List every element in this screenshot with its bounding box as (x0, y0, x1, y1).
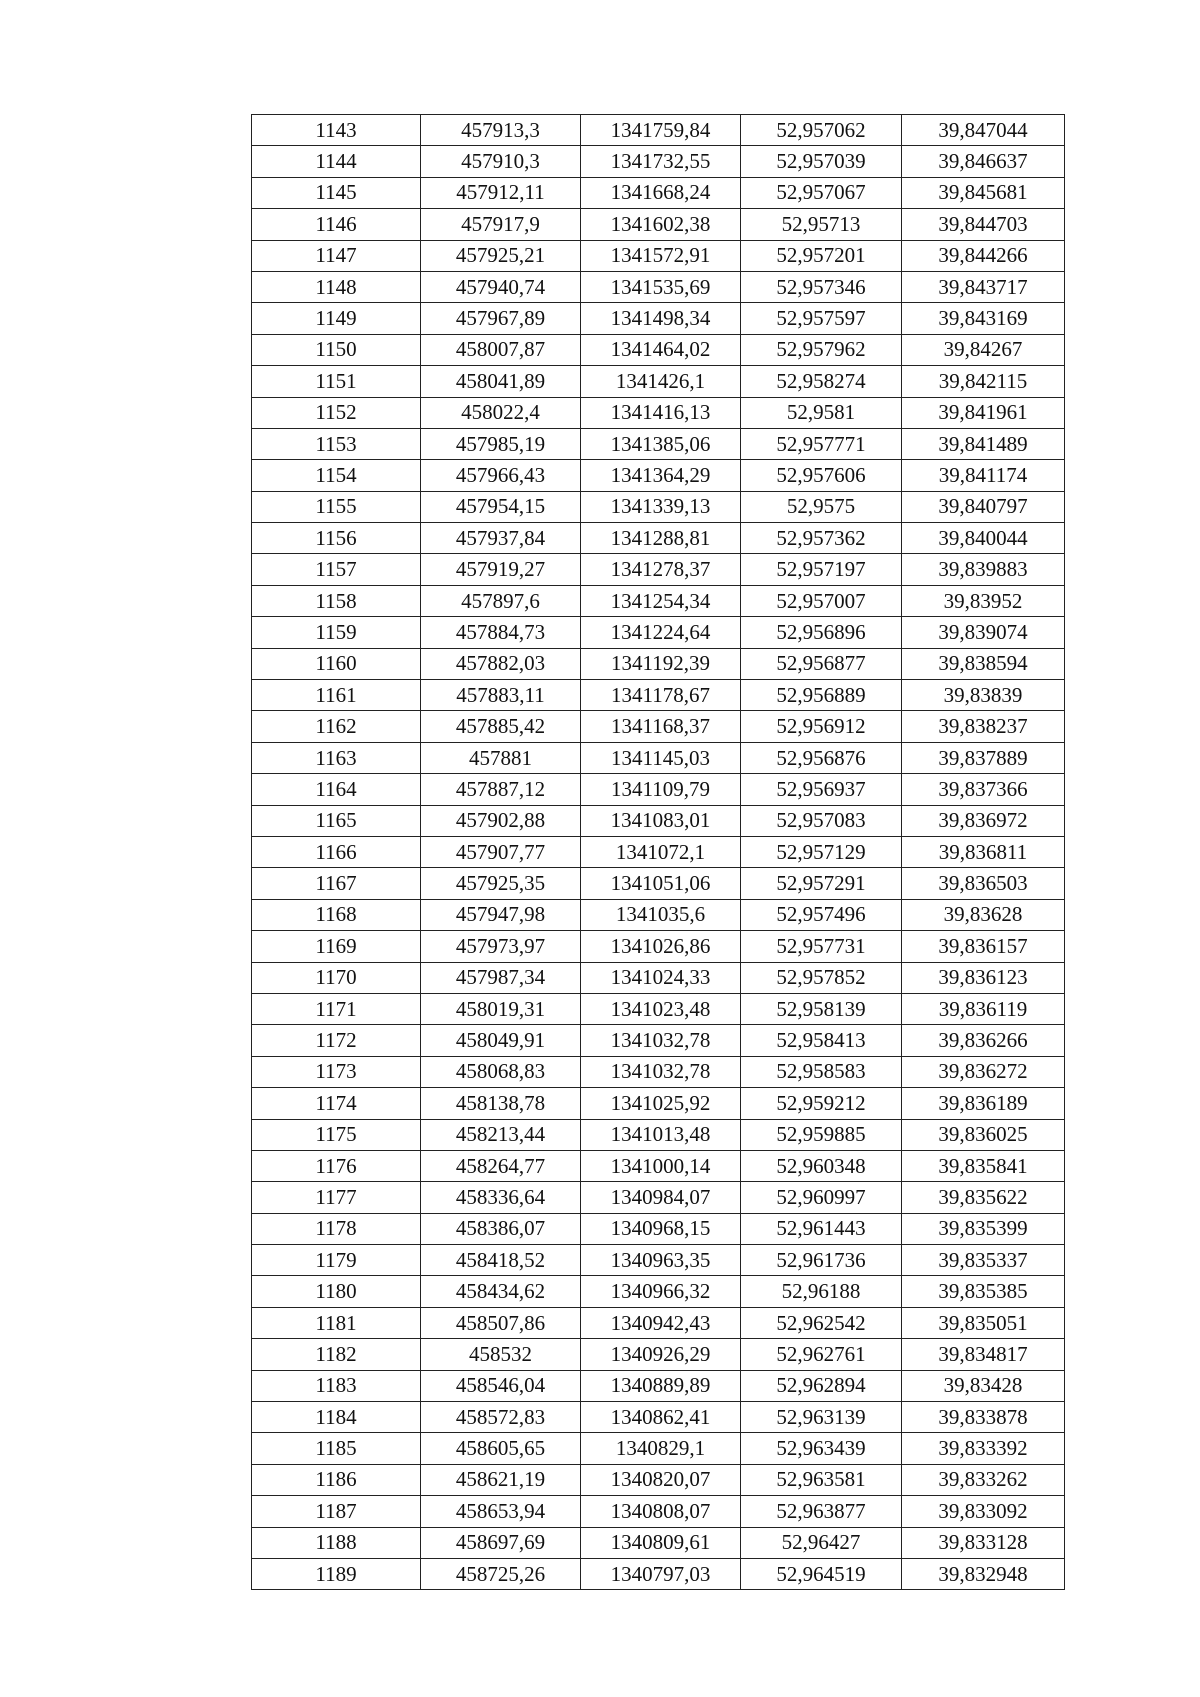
table-row (252, 1088, 1065, 1119)
latitude-cell: 52,95713 (741, 209, 902, 240)
latitude-cell: 52,957129 (741, 836, 902, 867)
table-row (252, 1339, 1065, 1370)
latitude-cell: 52,962542 (741, 1307, 902, 1338)
table-row (252, 617, 1065, 648)
longitude-cell: 39,83628 (902, 899, 1065, 930)
longitude-cell: 39,833128 (902, 1527, 1065, 1558)
point-number-cell: 1162 (252, 711, 421, 742)
point-number-cell: 1175 (252, 1119, 421, 1150)
x-coordinate-cell: 458049,91 (421, 1025, 581, 1056)
latitude-cell: 52,956937 (741, 774, 902, 805)
latitude-cell: 52,958274 (741, 366, 902, 397)
longitude-cell: 39,836189 (902, 1088, 1065, 1119)
x-coordinate-cell: 457881 (421, 742, 581, 773)
x-coordinate-cell: 458264,77 (421, 1150, 581, 1181)
latitude-cell: 52,956896 (741, 617, 902, 648)
x-coordinate-cell: 458697,69 (421, 1527, 581, 1558)
latitude-cell: 52,956876 (741, 742, 902, 773)
longitude-cell: 39,834817 (902, 1339, 1065, 1370)
x-coordinate-cell: 458041,89 (421, 366, 581, 397)
latitude-cell: 52,957062 (741, 115, 902, 146)
point-number-cell: 1180 (252, 1276, 421, 1307)
x-coordinate-cell: 457884,73 (421, 617, 581, 648)
y-coordinate-cell: 1340862,41 (581, 1402, 741, 1433)
point-number-cell: 1148 (252, 271, 421, 302)
table-row (252, 146, 1065, 177)
y-coordinate-cell: 1341026,86 (581, 931, 741, 962)
table-row (252, 836, 1065, 867)
x-coordinate-cell: 458386,07 (421, 1213, 581, 1244)
table-row (252, 680, 1065, 711)
latitude-cell: 52,96188 (741, 1276, 902, 1307)
y-coordinate-cell: 1341145,03 (581, 742, 741, 773)
table-row (252, 240, 1065, 271)
longitude-cell: 39,835399 (902, 1213, 1065, 1244)
longitude-cell: 39,833392 (902, 1433, 1065, 1464)
longitude-cell: 39,837889 (902, 742, 1065, 773)
longitude-cell: 39,841961 (902, 397, 1065, 428)
table-row (252, 1056, 1065, 1087)
x-coordinate-cell: 457925,21 (421, 240, 581, 271)
longitude-cell: 39,843717 (902, 271, 1065, 302)
table-row (252, 1245, 1065, 1276)
table-row (252, 397, 1065, 428)
y-coordinate-cell: 1341254,34 (581, 585, 741, 616)
table-row (252, 899, 1065, 930)
longitude-cell: 39,83839 (902, 680, 1065, 711)
table-row (252, 177, 1065, 208)
latitude-cell: 52,957291 (741, 868, 902, 899)
longitude-cell: 39,836503 (902, 868, 1065, 899)
y-coordinate-cell: 1341192,39 (581, 648, 741, 679)
table-row (252, 1402, 1065, 1433)
point-number-cell: 1174 (252, 1088, 421, 1119)
table-row (252, 1527, 1065, 1558)
table-row (252, 1150, 1065, 1181)
longitude-cell: 39,840797 (902, 491, 1065, 522)
latitude-cell: 52,9575 (741, 491, 902, 522)
point-number-cell: 1173 (252, 1056, 421, 1087)
longitude-cell: 39,833092 (902, 1496, 1065, 1527)
table-row (252, 491, 1065, 522)
point-number-cell: 1147 (252, 240, 421, 271)
latitude-cell: 52,957346 (741, 271, 902, 302)
latitude-cell: 52,96427 (741, 1527, 902, 1558)
latitude-cell: 52,961736 (741, 1245, 902, 1276)
table-row (252, 1213, 1065, 1244)
latitude-cell: 52,961443 (741, 1213, 902, 1244)
x-coordinate-cell: 457937,84 (421, 523, 581, 554)
y-coordinate-cell: 1341032,78 (581, 1056, 741, 1087)
coordinates-table-body (252, 115, 1065, 1590)
longitude-cell: 39,836272 (902, 1056, 1065, 1087)
latitude-cell: 52,957039 (741, 146, 902, 177)
point-number-cell: 1149 (252, 303, 421, 334)
longitude-cell: 39,836972 (902, 805, 1065, 836)
point-number-cell: 1172 (252, 1025, 421, 1056)
point-number-cell: 1156 (252, 523, 421, 554)
x-coordinate-cell: 457973,97 (421, 931, 581, 962)
point-number-cell: 1185 (252, 1433, 421, 1464)
latitude-cell: 52,957197 (741, 554, 902, 585)
x-coordinate-cell: 458546,04 (421, 1370, 581, 1401)
x-coordinate-cell: 458621,19 (421, 1464, 581, 1495)
y-coordinate-cell: 1341732,55 (581, 146, 741, 177)
point-number-cell: 1168 (252, 899, 421, 930)
point-number-cell: 1187 (252, 1496, 421, 1527)
table-row (252, 993, 1065, 1024)
longitude-cell: 39,841489 (902, 428, 1065, 459)
y-coordinate-cell: 1341013,48 (581, 1119, 741, 1150)
x-coordinate-cell: 458434,62 (421, 1276, 581, 1307)
y-coordinate-cell: 1341498,34 (581, 303, 741, 334)
latitude-cell: 52,957496 (741, 899, 902, 930)
y-coordinate-cell: 1341224,64 (581, 617, 741, 648)
longitude-cell: 39,835385 (902, 1276, 1065, 1307)
x-coordinate-cell: 458138,78 (421, 1088, 581, 1119)
point-number-cell: 1186 (252, 1464, 421, 1495)
y-coordinate-cell: 1340808,07 (581, 1496, 741, 1527)
point-number-cell: 1151 (252, 366, 421, 397)
longitude-cell: 39,847044 (902, 115, 1065, 146)
y-coordinate-cell: 1341364,29 (581, 460, 741, 491)
point-number-cell: 1182 (252, 1339, 421, 1370)
table-row (252, 648, 1065, 679)
point-number-cell: 1169 (252, 931, 421, 962)
table-row (252, 271, 1065, 302)
table-row (252, 1025, 1065, 1056)
y-coordinate-cell: 1341023,48 (581, 993, 741, 1024)
longitude-cell: 39,836119 (902, 993, 1065, 1024)
table-row (252, 868, 1065, 899)
y-coordinate-cell: 1341024,33 (581, 962, 741, 993)
longitude-cell: 39,837366 (902, 774, 1065, 805)
y-coordinate-cell: 1341072,1 (581, 836, 741, 867)
x-coordinate-cell: 457987,34 (421, 962, 581, 993)
latitude-cell: 52,960348 (741, 1150, 902, 1181)
y-coordinate-cell: 1340889,89 (581, 1370, 741, 1401)
point-number-cell: 1189 (252, 1558, 421, 1589)
point-number-cell: 1177 (252, 1182, 421, 1213)
longitude-cell: 39,844266 (902, 240, 1065, 271)
point-number-cell: 1155 (252, 491, 421, 522)
y-coordinate-cell: 1341109,79 (581, 774, 741, 805)
table-row (252, 1276, 1065, 1307)
point-number-cell: 1143 (252, 115, 421, 146)
point-number-cell: 1167 (252, 868, 421, 899)
y-coordinate-cell: 1341668,24 (581, 177, 741, 208)
latitude-cell: 52,959885 (741, 1119, 902, 1150)
x-coordinate-cell: 458336,64 (421, 1182, 581, 1213)
x-coordinate-cell: 457887,12 (421, 774, 581, 805)
latitude-cell: 52,957201 (741, 240, 902, 271)
latitude-cell: 52,956889 (741, 680, 902, 711)
point-number-cell: 1159 (252, 617, 421, 648)
x-coordinate-cell: 458068,83 (421, 1056, 581, 1087)
latitude-cell: 52,957597 (741, 303, 902, 334)
y-coordinate-cell: 1341288,81 (581, 523, 741, 554)
y-coordinate-cell: 1340942,43 (581, 1307, 741, 1338)
latitude-cell: 52,963439 (741, 1433, 902, 1464)
y-coordinate-cell: 1341426,1 (581, 366, 741, 397)
x-coordinate-cell: 457925,35 (421, 868, 581, 899)
longitude-cell: 39,83952 (902, 585, 1065, 616)
x-coordinate-cell: 457882,03 (421, 648, 581, 679)
latitude-cell: 52,957852 (741, 962, 902, 993)
y-coordinate-cell: 1341759,84 (581, 115, 741, 146)
point-number-cell: 1178 (252, 1213, 421, 1244)
y-coordinate-cell: 1341000,14 (581, 1150, 741, 1181)
longitude-cell: 39,840044 (902, 523, 1065, 554)
x-coordinate-cell: 458213,44 (421, 1119, 581, 1150)
longitude-cell: 39,836025 (902, 1119, 1065, 1150)
longitude-cell: 39,833878 (902, 1402, 1065, 1433)
latitude-cell: 52,957083 (741, 805, 902, 836)
table-row (252, 805, 1065, 836)
y-coordinate-cell: 1341416,13 (581, 397, 741, 428)
y-coordinate-cell: 1341032,78 (581, 1025, 741, 1056)
x-coordinate-cell: 457954,15 (421, 491, 581, 522)
point-number-cell: 1183 (252, 1370, 421, 1401)
table-row (252, 303, 1065, 334)
x-coordinate-cell: 457907,77 (421, 836, 581, 867)
longitude-cell: 39,84267 (902, 334, 1065, 365)
longitude-cell: 39,838237 (902, 711, 1065, 742)
point-number-cell: 1179 (252, 1245, 421, 1276)
longitude-cell: 39,836266 (902, 1025, 1065, 1056)
longitude-cell: 39,833262 (902, 1464, 1065, 1495)
table-row (252, 334, 1065, 365)
table-row (252, 585, 1065, 616)
point-number-cell: 1171 (252, 993, 421, 1024)
latitude-cell: 52,963581 (741, 1464, 902, 1495)
y-coordinate-cell: 1341535,69 (581, 271, 741, 302)
x-coordinate-cell: 458605,65 (421, 1433, 581, 1464)
table-row (252, 428, 1065, 459)
latitude-cell: 52,957606 (741, 460, 902, 491)
x-coordinate-cell: 457917,9 (421, 209, 581, 240)
table-row (252, 774, 1065, 805)
point-number-cell: 1188 (252, 1527, 421, 1558)
table-row (252, 1370, 1065, 1401)
point-number-cell: 1145 (252, 177, 421, 208)
table-row (252, 115, 1065, 146)
x-coordinate-cell: 457897,6 (421, 585, 581, 616)
table-row (252, 1119, 1065, 1150)
point-number-cell: 1181 (252, 1307, 421, 1338)
y-coordinate-cell: 1341178,67 (581, 680, 741, 711)
x-coordinate-cell: 458725,26 (421, 1558, 581, 1589)
y-coordinate-cell: 1340966,32 (581, 1276, 741, 1307)
longitude-cell: 39,843169 (902, 303, 1065, 334)
x-coordinate-cell: 458507,86 (421, 1307, 581, 1338)
table-row (252, 460, 1065, 491)
point-number-cell: 1153 (252, 428, 421, 459)
longitude-cell: 39,835051 (902, 1307, 1065, 1338)
longitude-cell: 39,844703 (902, 209, 1065, 240)
latitude-cell: 52,958413 (741, 1025, 902, 1056)
latitude-cell: 52,956877 (741, 648, 902, 679)
y-coordinate-cell: 1340963,35 (581, 1245, 741, 1276)
latitude-cell: 52,957007 (741, 585, 902, 616)
x-coordinate-cell: 457985,19 (421, 428, 581, 459)
point-number-cell: 1176 (252, 1150, 421, 1181)
longitude-cell: 39,835337 (902, 1245, 1065, 1276)
y-coordinate-cell: 1341168,37 (581, 711, 741, 742)
x-coordinate-cell: 457912,11 (421, 177, 581, 208)
x-coordinate-cell: 457967,89 (421, 303, 581, 334)
y-coordinate-cell: 1340829,1 (581, 1433, 741, 1464)
x-coordinate-cell: 457919,27 (421, 554, 581, 585)
longitude-cell: 39,836157 (902, 931, 1065, 962)
x-coordinate-cell: 457947,98 (421, 899, 581, 930)
table-row (252, 742, 1065, 773)
longitude-cell: 39,839074 (902, 617, 1065, 648)
x-coordinate-cell: 457913,3 (421, 115, 581, 146)
point-number-cell: 1161 (252, 680, 421, 711)
x-coordinate-cell: 458653,94 (421, 1496, 581, 1527)
table-row (252, 931, 1065, 962)
x-coordinate-cell: 457902,88 (421, 805, 581, 836)
latitude-cell: 52,963877 (741, 1496, 902, 1527)
table-row (252, 962, 1065, 993)
longitude-cell: 39,846637 (902, 146, 1065, 177)
y-coordinate-cell: 1340820,07 (581, 1464, 741, 1495)
longitude-cell: 39,841174 (902, 460, 1065, 491)
table-row (252, 1182, 1065, 1213)
longitude-cell: 39,83428 (902, 1370, 1065, 1401)
x-coordinate-cell: 457883,11 (421, 680, 581, 711)
latitude-cell: 52,960997 (741, 1182, 902, 1213)
table-row (252, 1496, 1065, 1527)
point-number-cell: 1184 (252, 1402, 421, 1433)
x-coordinate-cell: 458022,4 (421, 397, 581, 428)
table-row (252, 366, 1065, 397)
table-row (252, 1558, 1065, 1589)
y-coordinate-cell: 1340984,07 (581, 1182, 741, 1213)
point-number-cell: 1154 (252, 460, 421, 491)
point-number-cell: 1165 (252, 805, 421, 836)
table-row (252, 209, 1065, 240)
latitude-cell: 52,962894 (741, 1370, 902, 1401)
latitude-cell: 52,957731 (741, 931, 902, 962)
y-coordinate-cell: 1340968,15 (581, 1213, 741, 1244)
table-row (252, 1307, 1065, 1338)
longitude-cell: 39,835841 (902, 1150, 1065, 1181)
longitude-cell: 39,838594 (902, 648, 1065, 679)
latitude-cell: 52,957067 (741, 177, 902, 208)
latitude-cell: 52,962761 (741, 1339, 902, 1370)
y-coordinate-cell: 1341278,37 (581, 554, 741, 585)
x-coordinate-cell: 457940,74 (421, 271, 581, 302)
point-number-cell: 1150 (252, 334, 421, 365)
x-coordinate-cell: 458007,87 (421, 334, 581, 365)
y-coordinate-cell: 1340809,61 (581, 1527, 741, 1558)
latitude-cell: 52,958139 (741, 993, 902, 1024)
point-number-cell: 1144 (252, 146, 421, 177)
y-coordinate-cell: 1341051,06 (581, 868, 741, 899)
x-coordinate-cell: 458418,52 (421, 1245, 581, 1276)
y-coordinate-cell: 1340797,03 (581, 1558, 741, 1589)
y-coordinate-cell: 1341025,92 (581, 1088, 741, 1119)
y-coordinate-cell: 1341385,06 (581, 428, 741, 459)
x-coordinate-cell: 458019,31 (421, 993, 581, 1024)
point-number-cell: 1164 (252, 774, 421, 805)
y-coordinate-cell: 1341083,01 (581, 805, 741, 836)
coordinates-table (251, 114, 1065, 1590)
latitude-cell: 52,957362 (741, 523, 902, 554)
longitude-cell: 39,836811 (902, 836, 1065, 867)
x-coordinate-cell: 457885,42 (421, 711, 581, 742)
y-coordinate-cell: 1340926,29 (581, 1339, 741, 1370)
table-row (252, 711, 1065, 742)
x-coordinate-cell: 457910,3 (421, 146, 581, 177)
latitude-cell: 52,9581 (741, 397, 902, 428)
point-number-cell: 1152 (252, 397, 421, 428)
point-number-cell: 1157 (252, 554, 421, 585)
latitude-cell: 52,964519 (741, 1558, 902, 1589)
point-number-cell: 1166 (252, 836, 421, 867)
longitude-cell: 39,832948 (902, 1558, 1065, 1589)
y-coordinate-cell: 1341602,38 (581, 209, 741, 240)
table-row (252, 523, 1065, 554)
point-number-cell: 1158 (252, 585, 421, 616)
longitude-cell: 39,835622 (902, 1182, 1065, 1213)
latitude-cell: 52,963139 (741, 1402, 902, 1433)
longitude-cell: 39,842115 (902, 366, 1065, 397)
longitude-cell: 39,836123 (902, 962, 1065, 993)
point-number-cell: 1146 (252, 209, 421, 240)
longitude-cell: 39,839883 (902, 554, 1065, 585)
longitude-cell: 39,845681 (902, 177, 1065, 208)
point-number-cell: 1160 (252, 648, 421, 679)
table-row (252, 554, 1065, 585)
x-coordinate-cell: 457966,43 (421, 460, 581, 491)
x-coordinate-cell: 458572,83 (421, 1402, 581, 1433)
point-number-cell: 1170 (252, 962, 421, 993)
y-coordinate-cell: 1341035,6 (581, 899, 741, 930)
y-coordinate-cell: 1341464,02 (581, 334, 741, 365)
latitude-cell: 52,958583 (741, 1056, 902, 1087)
table-row (252, 1464, 1065, 1495)
latitude-cell: 52,956912 (741, 711, 902, 742)
latitude-cell: 52,957962 (741, 334, 902, 365)
y-coordinate-cell: 1341572,91 (581, 240, 741, 271)
point-number-cell: 1163 (252, 742, 421, 773)
latitude-cell: 52,957771 (741, 428, 902, 459)
x-coordinate-cell: 458532 (421, 1339, 581, 1370)
table-row (252, 1433, 1065, 1464)
y-coordinate-cell: 1341339,13 (581, 491, 741, 522)
latitude-cell: 52,959212 (741, 1088, 902, 1119)
